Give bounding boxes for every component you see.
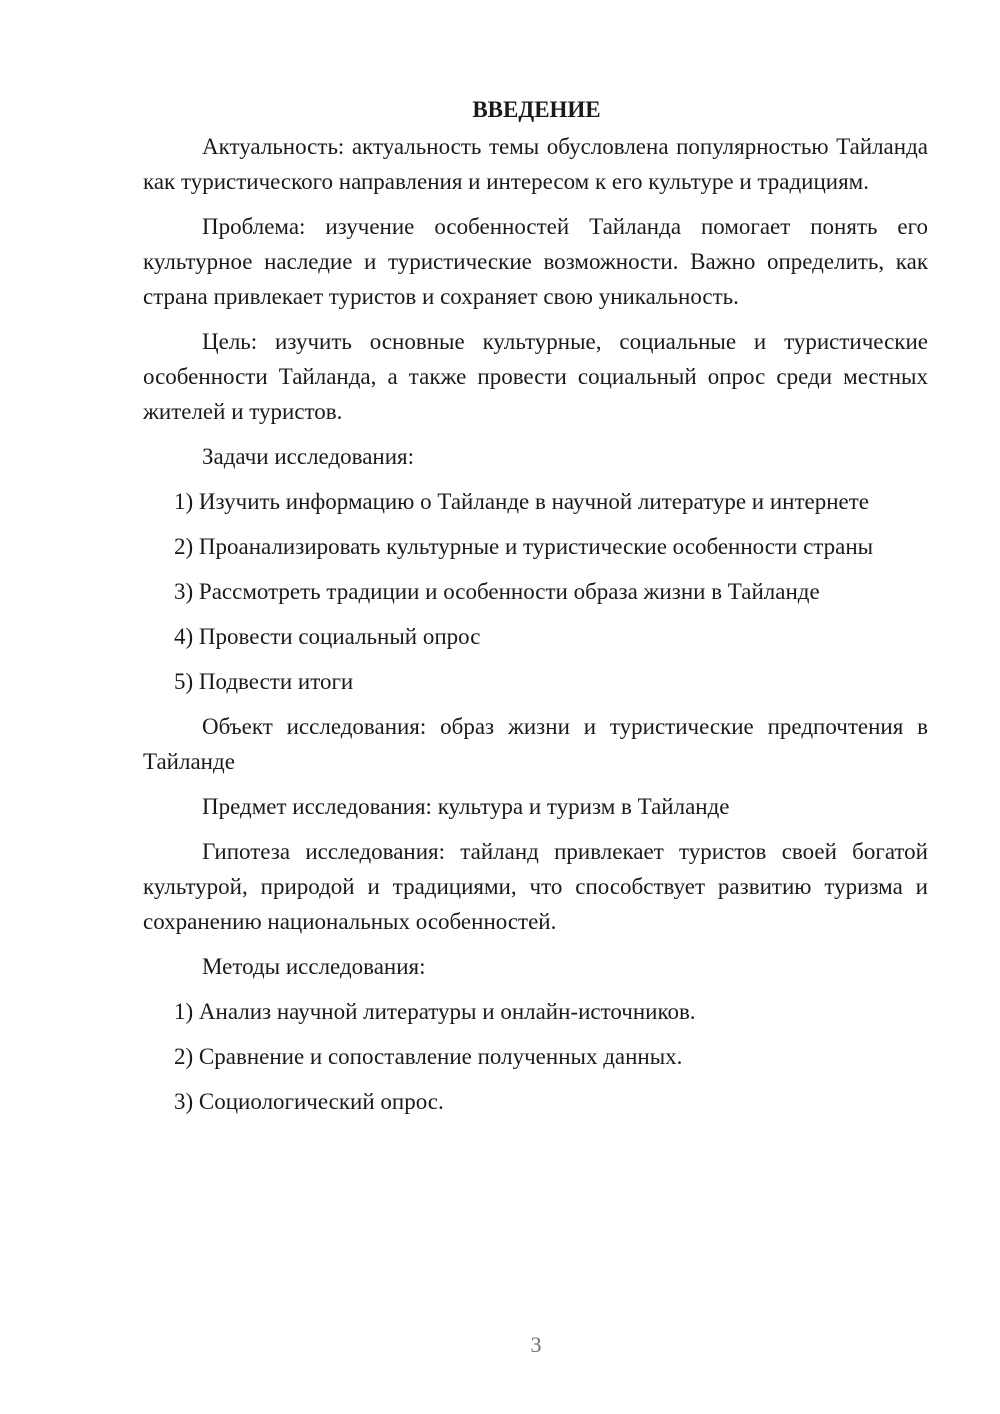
- relevance-paragraph: Актуальность: актуальность темы обусловлена популярностью Тайланда как туристического направления и интересом к его культуре и традициям.: [143, 134, 928, 194]
- hypothesis-paragraph: Гипотеза исследования: тайланд привлекает туристов своей богатой культурой, природой и традициями, что способствует развитию туризма и сохранению национальных особенностей.: [143, 839, 928, 934]
- method-item-3: 3) Социологический опрос.: [174, 1089, 444, 1114]
- task-item-1: 1) Изучить информацию о Тайланде в научной литературе и интернете: [174, 489, 869, 514]
- task-item-5: 5) Подвести итоги: [174, 669, 354, 694]
- subject-paragraph: Предмет исследования: культура и туризм в Тайланде: [202, 794, 730, 819]
- methods-heading: Методы исследования:: [202, 954, 426, 979]
- method-item-1: 1) Анализ научной литературы и онлайн-источников.: [174, 999, 696, 1024]
- task-item-2: 2) Проанализировать культурные и туристические особенности страны: [174, 534, 874, 559]
- problem-paragraph: Проблема: изучение особенностей Тайланда помогает понять его культурное наследие и туристические возможности. Важно определить, как страна привлекает туристов и сохраняет свою уникальность.: [143, 214, 928, 309]
- task-item-3: 3) Рассмотреть традиции и особенности образа жизни в Тайланде: [174, 579, 820, 604]
- method-item-2: 2) Сравнение и сопоставление полученных данных.: [174, 1044, 683, 1069]
- goal-paragraph: Цель: изучить основные культурные, социальные и туристические особенности Тайланда, а также провести социальный опрос среди местных жителей и туристов.: [143, 329, 928, 424]
- tasks-heading: Задачи исследования:: [202, 444, 415, 469]
- section-title: ВВЕДЕНИЕ: [472, 97, 601, 122]
- page-number: 3: [530, 1332, 542, 1357]
- task-item-4: 4) Провести социальный опрос: [174, 624, 481, 649]
- document-body: [143, 92, 928, 1129]
- object-paragraph: Объект исследования: образ жизни и туристические предпочтения в Тайланде: [143, 714, 928, 774]
